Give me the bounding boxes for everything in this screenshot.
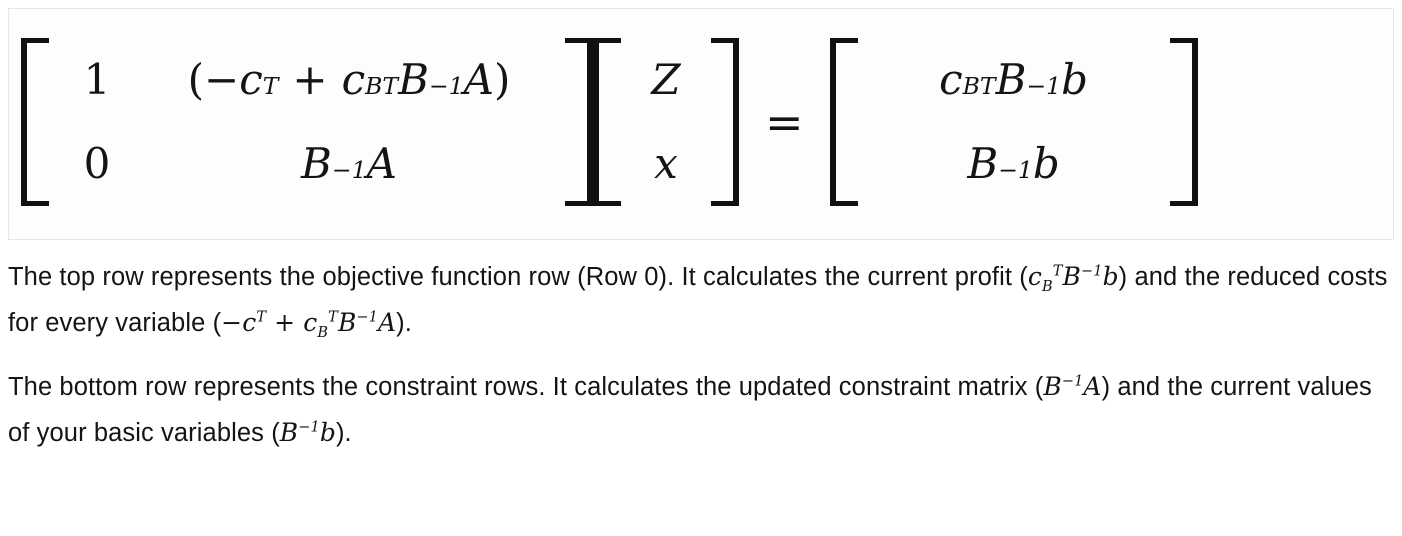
vector-row-1 xyxy=(627,38,705,122)
matrix-row-2 xyxy=(55,122,559,206)
equals-sign: = xyxy=(765,95,804,149)
top-row-text-3: ). xyxy=(396,309,412,337)
equation-row xyxy=(21,38,1198,206)
vector-cell-z: Z xyxy=(651,55,681,104)
matrix-cell-r2c2: B −1 A xyxy=(301,139,397,188)
inline-math-reduced-costs: $-c^T + c_B^TB^{-1}A$ xyxy=(221,308,397,341)
document-page xyxy=(0,8,1402,536)
left-bracket-close xyxy=(565,38,593,206)
bottom-row-paragraph xyxy=(0,364,1402,456)
bottom-row-text-2: ) and the current values of your basic variables ( xyxy=(8,373,1372,447)
matrix-row-1 xyxy=(55,38,559,122)
matrix-cell-r1c1: 1 xyxy=(83,55,111,104)
rhs-cell-profit: c B T B −1 b xyxy=(939,55,1089,104)
coefficient-matrix xyxy=(55,38,559,206)
top-row-paragraph xyxy=(0,254,1402,346)
inline-math-profit: $c_B^TB^{-1}b$ xyxy=(1027,262,1119,295)
rhs-vector xyxy=(864,38,1164,206)
top-row-text-1: The top row represents the objective function row (Row 0). It calculates the current profit ( xyxy=(8,263,1028,291)
left-bracket-open xyxy=(21,38,49,206)
vector-bracket-close xyxy=(711,38,739,206)
bottom-row-text-3: ). xyxy=(335,419,352,447)
rhs-row-1 xyxy=(864,38,1164,122)
equation-block xyxy=(8,8,1394,240)
variable-vector xyxy=(627,38,705,206)
matrix-cell-r2c1: 0 xyxy=(83,139,111,188)
rhs-cell-basic-values: B −1 b xyxy=(967,139,1060,188)
rhs-row-2 xyxy=(864,122,1164,206)
inline-math-basic-values: $B^{-1}b$ xyxy=(279,418,336,447)
vector-bracket-open xyxy=(593,38,621,206)
matrix-cell-r1c2: ( − c T + c B T B −1 A ) xyxy=(187,55,511,104)
rhs-bracket-close xyxy=(1170,38,1198,206)
rhs-bracket-open xyxy=(830,38,858,206)
top-row-text-2: ) and the reduced costs for every variable ( xyxy=(8,263,1388,337)
vector-cell-x: x xyxy=(654,139,678,188)
vector-row-2 xyxy=(627,122,705,206)
bottom-row-text-1: The bottom row represents the constraint rows. It calculates the updated constraint matrix ( xyxy=(8,373,1044,401)
inline-math-constraint-matrix: $B^{-1}A$ xyxy=(1043,372,1102,401)
